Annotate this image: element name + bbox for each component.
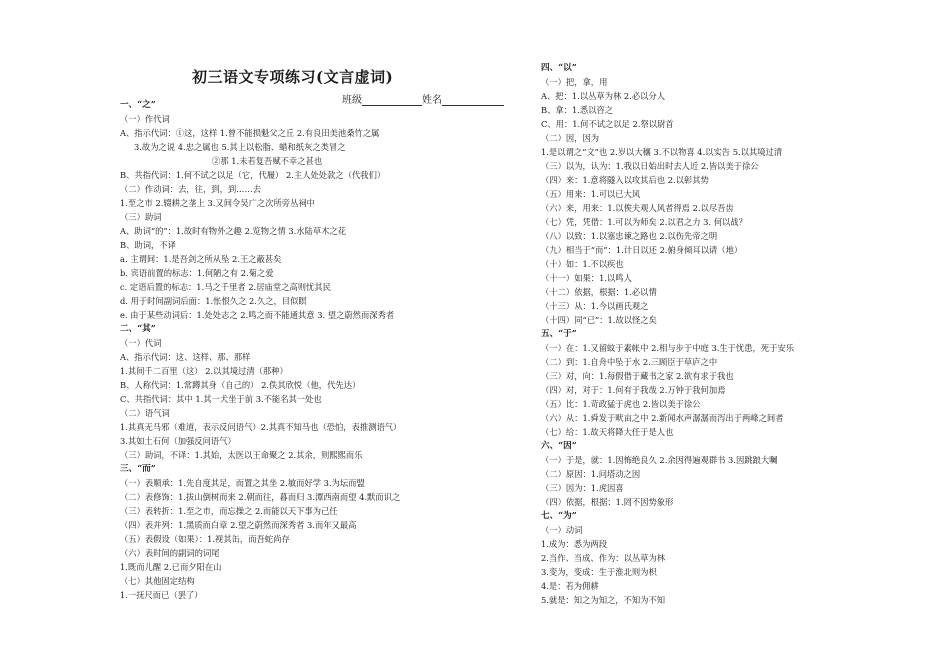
text-line: （二）原因：1.问塔动之因 bbox=[541, 469, 641, 479]
text-line: （一）表顺承：1.先自度其足，而置之其坐 2.敏而好学 3.为坛而盟 bbox=[120, 478, 365, 488]
text-line: （六）来，用来：1.以俟夫观人风者得焉 2.以尽吾齿 bbox=[541, 203, 734, 213]
text-line: （二）因，因为 bbox=[541, 133, 600, 143]
text-line: （二）语气词 bbox=[120, 408, 170, 418]
text-line: （三）以为，认为：1.我以日始出时去人近 2.皆以美于徐公 bbox=[541, 161, 759, 171]
class-name-line bbox=[342, 91, 504, 106]
text-line: a. 主谓间：1.是吾剑之所从坠 2.王之蔽甚矣 bbox=[120, 254, 282, 264]
text-line: 3.其如土石何（加强反问语气） bbox=[120, 436, 236, 446]
text-line: （十三）从：1.今以画氏观之 bbox=[541, 301, 649, 311]
text-line: （七）凭，凭借：1.可以为师矣 2.以君之力 3. 何以战？ bbox=[541, 217, 747, 227]
name-blank[interactable] bbox=[442, 95, 504, 106]
text-line: （五）比：1.苛政猛于虎也 2.皆以美于徐公 bbox=[541, 399, 701, 409]
text-line: （三）助词，不译：1.其始，太医以王命聚之 2.其余，则熙熙而乐 bbox=[120, 450, 363, 460]
text-line: 1.既而儿醒 2.已而夕阳在山 bbox=[120, 562, 222, 572]
text-line: （二）作动词：去，往，到，到……去 bbox=[120, 184, 262, 194]
text-line: C、共指代词：其中 1.其一犬坐于前 3.不能名其一处也 bbox=[120, 394, 322, 404]
text-line: 1.成为：悉为两段 bbox=[541, 539, 607, 549]
text-line: A、指示代词：①这，这样 1.曾不能损魁父之丘 2.有良田美池桑竹之属 bbox=[120, 128, 380, 138]
section-heading: 五、“于” bbox=[541, 329, 577, 339]
text-line: B、人称代词：1.常蹲其身（自己的） 2.佚其欣悦（他，代先达） bbox=[120, 380, 361, 390]
page-title: 初三语文专项练习(文言虚词) bbox=[192, 68, 394, 86]
section-heading: 六、“因” bbox=[541, 441, 577, 451]
text-line: A、指示代词：这、这样、那、那样 bbox=[120, 352, 251, 362]
text-line: （十四）同“已”：1.故以怪之矣 bbox=[541, 315, 657, 325]
section-heading: 一、“之” bbox=[120, 100, 156, 110]
text-line: 4.是：若为佣耕 bbox=[541, 581, 599, 591]
class-label: 班级 bbox=[342, 95, 362, 106]
text-line: （四）表并列：1.黑质而白章 2.望之蔚然而深秀者 3.而年又最高 bbox=[120, 520, 357, 530]
text-line: 1.其真无马邪（难道，表示反问语气）2.其真不知马也（恐怕，表推测语气） bbox=[120, 422, 402, 432]
text-line: （三）对，向：1.每假借于藏书之家 2.欲有求于我也 bbox=[541, 371, 734, 381]
text-line: （八）以致：1.以塞忠谏之路也 2.以伤先帝之明 bbox=[541, 231, 718, 241]
name-label: 姓名 bbox=[422, 95, 442, 106]
class-blank[interactable] bbox=[362, 95, 422, 106]
text-line: （十一）如果：1.以鸣人 bbox=[541, 273, 632, 283]
text-line: B、共指代词：1.何不试之以足（它，代履） 2.主人处处款之（代我们） bbox=[120, 170, 386, 180]
text-line: （七）其他固定结构 bbox=[120, 576, 195, 586]
text-line: （三）表转折：1.至之市，而忘操之 2.而能以天下事为己任 bbox=[120, 506, 338, 516]
text-line: （一）于是，就：1.因怖绝良久 2.余因得遍观群书 3.因跳踉大㘎 bbox=[541, 455, 778, 465]
text-line: （一）在：1.又留蚊于素帐中 2.相与步于中庭 3.生于忧患，死于安乐 bbox=[541, 343, 795, 353]
text-line: d. 用于时间副词后面：1.怅恨久之 2.久之，目似瞑 bbox=[120, 296, 307, 306]
text-line: （六）从：1.舜发于畎亩之中 2.新闻水声潺潺而泻出于两峰之间者 bbox=[541, 413, 784, 423]
text-line: （一）把，拿，用 bbox=[541, 77, 608, 87]
text-line: 3.变为，变成：生于淮北则为枳 bbox=[541, 567, 657, 577]
text-line: （三）助词 bbox=[120, 212, 162, 222]
text-line: e. 由于某些动词后：1.处处志之 2.鸣之而不能通其意 3. 望之蔚然而深秀者 bbox=[120, 310, 395, 320]
text-line: 5.就是：知之为知之，不知为不知 bbox=[541, 595, 666, 605]
text-line: （九）相当于“而”：1.计日以还 2.俯身倾耳以请（地） bbox=[541, 245, 743, 255]
text-line: 1.是以谓之“文”也 2.岁以大穰 3.不以物喜 4.以实告 5.以其境过清 bbox=[541, 147, 783, 157]
text-line: （四）对，对于：1.何有于我哉 2.万钟于我何加焉 bbox=[541, 385, 726, 395]
section-heading: 二、“其” bbox=[120, 324, 156, 334]
text-line: 1.至之市 2.辍耕之垄上 3.又间令吴广之次所旁丛祠中 bbox=[120, 198, 315, 208]
text-line: ②那 1.未若复吾赋不幸之甚也 bbox=[212, 156, 323, 166]
text-line: A、把：1.以丛草为林 2.必以分人 bbox=[541, 91, 666, 101]
text-line: B、拿：1.悉以咨之 bbox=[541, 105, 614, 115]
text-line: 2.当作、当成、作为：以丛草为林 bbox=[541, 553, 666, 563]
text-line: 1.一抚尺而已（罢了） bbox=[120, 590, 203, 600]
text-line: （五）表假设（如果）：1.视其缶，而吾蛇尚存 bbox=[120, 534, 290, 544]
text-line: （一）动词 bbox=[541, 525, 583, 535]
text-line: A、助词“的”：1.故时有物外之趣 2.览物之情 3.水陆草木之花 bbox=[120, 226, 347, 236]
text-line: （五）用来：1.可以已大风 bbox=[541, 189, 641, 199]
text-line: （三）因为：1.虎因喜 bbox=[541, 483, 624, 493]
text-line: （十）如：1.不以疾也 bbox=[541, 259, 624, 269]
text-line: b. 宾语前置的标志：1.何陋之有 2.菊之爱 bbox=[120, 268, 274, 278]
text-line: 1.其间千二百里（这） 2.以其境过清（那种） bbox=[120, 366, 288, 376]
text-line: C、用：1.何不试之以足 2.祭以尉首 bbox=[541, 119, 674, 129]
text-line: （四）来：1.意将隧入以攻其后也 2.以彰其势 bbox=[541, 175, 709, 185]
text-line: （一）作代词 bbox=[120, 114, 170, 124]
text-line: B、助词，不译 bbox=[120, 240, 176, 250]
text-line: c. 定语后置的标志：1.马之千里者 2.居庙堂之高则忧其民 bbox=[120, 282, 331, 292]
section-heading: 四、“以” bbox=[541, 63, 577, 73]
section-heading: 七、“为” bbox=[541, 511, 577, 521]
text-line: （六）表时间的副词的词尾 bbox=[120, 548, 220, 558]
text-line: （四）依据，根据：1.罔不因势象形 bbox=[541, 497, 674, 507]
section-heading: 三、“而” bbox=[120, 464, 156, 474]
text-line: （二）表修饰：1.拔山倒树而来 2.朝而往，暮而归 3.潭西南而望 4.默而识之 bbox=[120, 492, 401, 502]
text-line: （七）给：1.故天将降大任于是人也 bbox=[541, 427, 674, 437]
text-line: （一）代词 bbox=[120, 338, 162, 348]
text-line: （二）到：1.自舟中坠于水 2.三顾臣于草庐之中 bbox=[541, 357, 718, 367]
text-line: （十二）依据，根据：1.必以情 bbox=[541, 287, 657, 297]
text-line: 3.故为之说 4.忠之属也 5.其上以松脂、蜡和纸灰之类冒之 bbox=[134, 142, 346, 152]
